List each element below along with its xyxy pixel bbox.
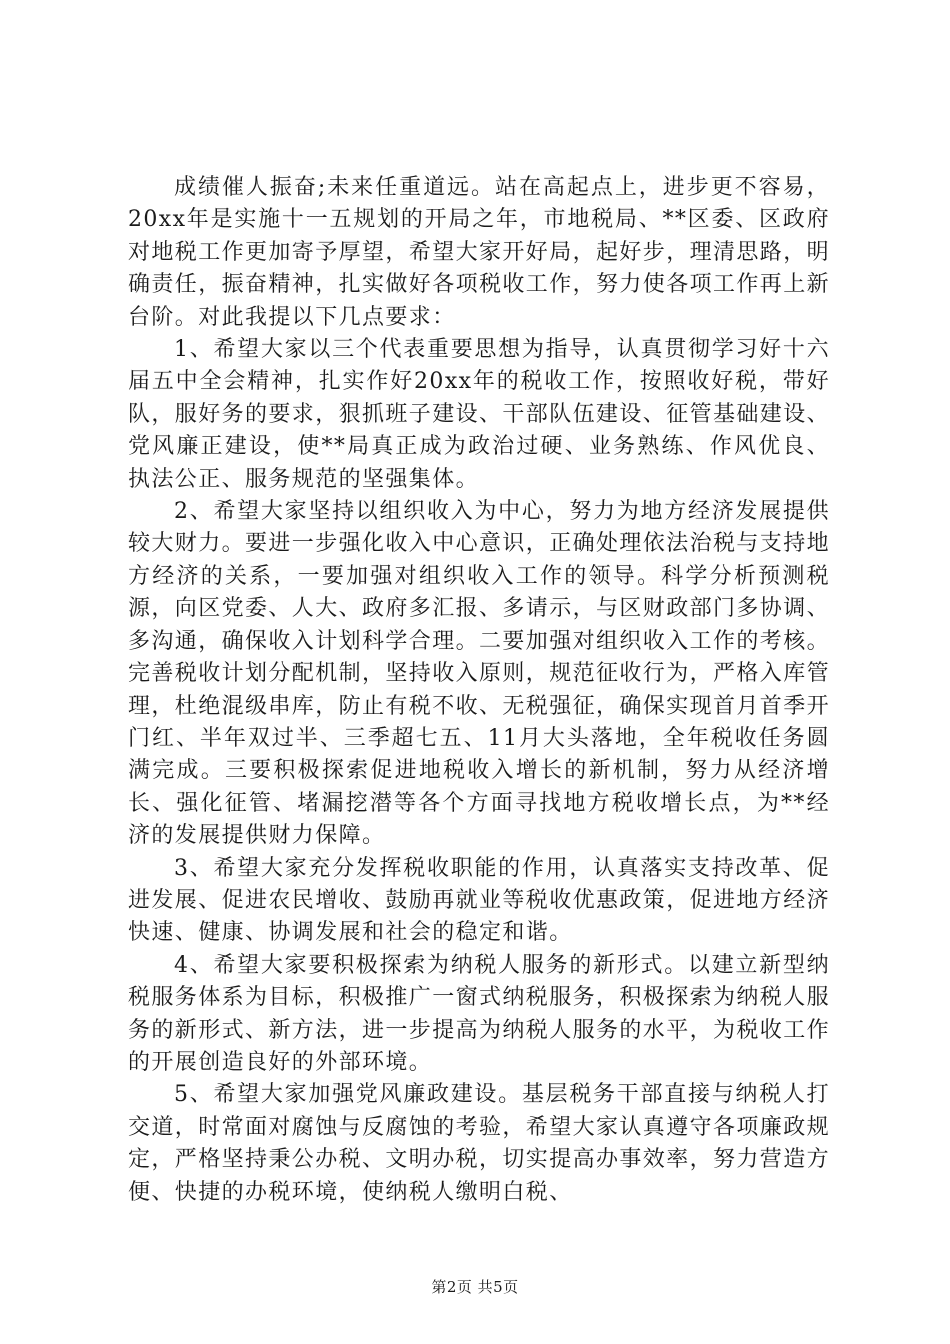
paragraph-item-1: 1、希望大家以三个代表重要思想为指导，认真贯彻学习好十六届五中全会精神，扎实作好20xx年的税收工作，按照收好税，带好队，服好务的要求，狠抓班子建设、干部队伍建设、征管基础建设、党风廉正建设，使**局真正成为政治过硬、业务熟练、作风优良、执法公正、服务规范的坚强集体。	[128, 337, 831, 492]
page-number-footer: 第2页 共5页	[431, 1278, 519, 1296]
paragraph-item-2: 2、希望大家坚持以组织收入为中心，努力为地方经济发展提供较大财力。要进一步强化收入中心意识，正确处理依法治税与支持地方经济的关系，一要加强对组织收入工作的领导。科学分析预测税源，向区党委、人大、政府多汇报、多请示，与区财政部门多协调、多沟通，确保收入计划科学合理。二要加强对组织收入工作的考核。完善税收计划分配机制，坚持收入原则，规范征收行为，严格入库管理，杜绝混级串库，防止有税不收、无税强征，确保实现首月首季开门红、半年双过半、三季超七五、11月大头落地，全年税收任务圆满完成。三要积极探索促进地税收入增长的新机制，努力从经济增长、强化征管、堵漏挖潜等各个方面寻找地方税收增长点，为**经济的发展提供财力保障。	[128, 499, 831, 849]
paragraph-item-3: 3、希望大家充分发挥税收职能的作用，认真落实支持改革、促进发展、促进农民增收、鼓励再就业等税收优惠政策，促进地方经济快速、健康、协调发展和社会的稳定和谐。	[128, 855, 831, 946]
paragraph-item-4: 4、希望大家要积极探索为纳税人服务的新形式。以建立新型纳税服务体系为目标，积极推广一窗式纳税服务，积极探索为纳税人服务的新形式、新方法，进一步提高为纳税人服务的水平，为税收工作的开展创造良好的外部环境。	[128, 952, 831, 1075]
paragraph-item-5: 5、希望大家加强党风廉政建设。基层税务干部直接与纳税人打交道，时常面对腐蚀与反腐蚀的考验，希望大家认真遵守各项廉政规定，严格坚持秉公办税、文明办税，切实提高办事效率，努力营造方便、快捷的办税环境，使纳税人缴明白税、	[128, 1082, 831, 1205]
paragraph-intro: 成绩催人振奋;未来任重道远。站在高起点上，进步更不容易，20xx年是实施十一五规划的开局之年，市地税局、**区委、区政府对地税工作更加寄予厚望，希望大家开好局，起好步，理清思路，明确责任，振奋精神，扎实做好各项税收工作，努力使各项工作再上新台阶。对此我提以下几点要求：	[128, 175, 831, 330]
document-body	[128, 172, 830, 1209]
